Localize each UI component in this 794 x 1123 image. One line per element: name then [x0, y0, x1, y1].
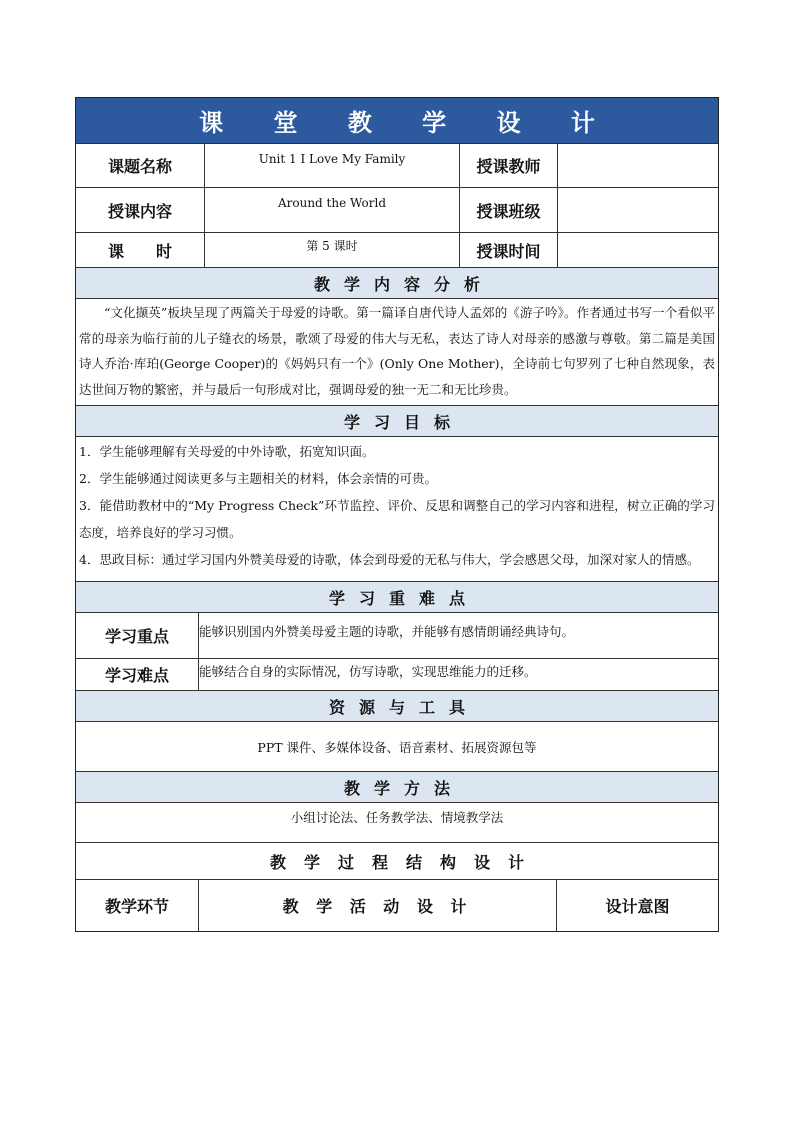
resources-heading: 资源与工具	[76, 691, 718, 721]
goals-heading-row	[76, 405, 718, 436]
focus-row	[76, 612, 718, 658]
difficulty-label: 学习难点	[104, 666, 169, 685]
resources-heading-row	[76, 690, 718, 721]
resources-body-row	[76, 721, 718, 771]
page-title: 课 堂 教 学 设 计	[76, 98, 718, 143]
keypoints-heading: 学习重难点	[76, 582, 718, 612]
resources-text: PPT 课件、多媒体设备、语音素材、拓展资源包等	[257, 739, 537, 755]
class-value	[557, 188, 718, 232]
goals-list	[76, 437, 718, 581]
difficulty-text: 能够结合自身的实际情况，仿写诗歌，实现思维能力的迁移。	[198, 659, 718, 690]
process-columns-row	[76, 879, 718, 931]
intent-column-header: 设计意图	[556, 880, 718, 931]
topic-label: 课题名称	[107, 157, 172, 176]
keypoints-heading-row	[76, 581, 718, 612]
analysis-heading: 教学内容分析	[76, 268, 718, 298]
class-label: 授课班级	[459, 188, 557, 232]
info-row-topic	[76, 143, 718, 187]
methods-text: 小组讨论法、任务教学法、情境教学法	[290, 810, 504, 825]
difficulty-row	[76, 658, 718, 690]
focus-label: 学习重点	[104, 627, 169, 646]
analysis-body-row	[76, 298, 718, 405]
analysis-heading-row	[76, 267, 718, 298]
process-heading: 教学过程结构设计	[76, 843, 718, 879]
teacher-value	[557, 144, 718, 187]
lesson-plan-table	[75, 97, 719, 932]
period-label: 课 时	[107, 241, 172, 261]
time-label: 授课时间	[459, 233, 557, 267]
topic-value: Unit 1 I Love My Family	[204, 144, 459, 187]
goal-item: 3．能借助教材中的“My Progress Check”环节监控、评价、反思和调整自己的学习内容和进程，树立正确的学习态度，培养良好的学习习惯。	[79, 498, 715, 540]
goals-heading: 学习目标	[76, 406, 718, 436]
title-row	[76, 98, 718, 143]
methods-heading: 教学方法	[76, 772, 718, 802]
goal-item: 1．学生能够理解有关母爱的中外诗歌，拓宽知识面。	[79, 444, 375, 459]
stage-column-header: 教学环节	[104, 897, 169, 916]
teacher-label: 授课教师	[459, 144, 557, 187]
activity-column-header: 教 学 活 动 设 计	[198, 880, 556, 931]
content-label: 授课内容	[107, 201, 172, 221]
info-row-content	[76, 187, 718, 232]
info-row-period	[76, 232, 718, 267]
analysis-paragraph: “文化撷英”板块呈现了两篇关于母爱的诗歌。第一篇译自唐代诗人孟郊的《游子吟》。作者通过书写一个看似平常的母亲为临行前的儿子缝衣的场景，歌颂了母爱的伟大与无私，表达了诗人对母亲的感激与尊敬。第二篇是美国诗人乔治·库珀(George Cooper)的《妈妈只有一个》(Only One Mother)，全诗前七句罗列了七种自然现象，表达世间万物的繁密，并与最后一句形成对比，强调母爱的独一无二和无比珍贵。	[79, 305, 715, 397]
process-heading-row	[76, 842, 718, 879]
methods-heading-row	[76, 771, 718, 802]
methods-body-row	[76, 802, 718, 842]
time-value	[557, 233, 718, 267]
goal-item: 4．思政目标：通过学习国内外赞美母爱的诗歌，体会到母爱的无私与伟大，学会感恩父母，加深对家人的情感。	[79, 552, 700, 567]
analysis-text	[76, 299, 718, 405]
goal-item: 2．学生能够通过阅读更多与主题相关的材料，体会亲情的可贵。	[79, 471, 437, 486]
content-value: Around the World	[204, 188, 459, 232]
goals-body-row	[76, 436, 718, 581]
focus-text: 能够识别国内外赞美母爱主题的诗歌，并能够有感情朗诵经典诗句。	[198, 613, 718, 658]
period-value: 第 5 课时	[204, 233, 459, 267]
